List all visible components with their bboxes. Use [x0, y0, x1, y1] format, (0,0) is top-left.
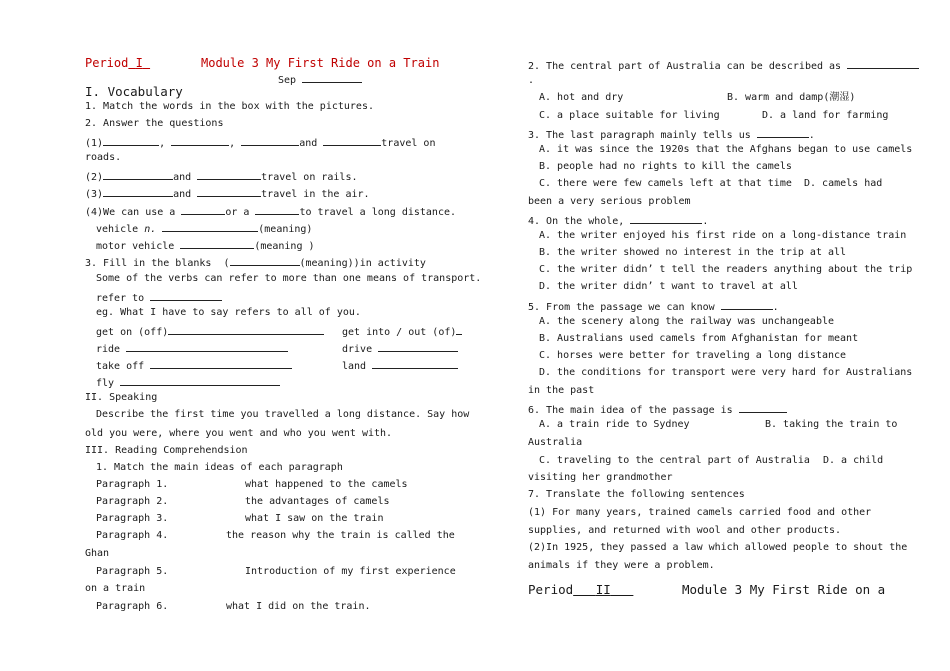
date-field: Sep [278, 72, 362, 87]
question-2: 2. The central part of Australia can be described as [528, 58, 919, 73]
paragraph-label: Paragraph 6. [96, 601, 169, 612]
main-idea-cont: on a train [85, 583, 146, 594]
section-vocabulary: I. Vocabulary [85, 84, 183, 99]
speaking-task: Describe the first time you travelled a long distance. Say how [96, 409, 470, 420]
option: C. horses were better for traveling a long distance [539, 350, 847, 361]
paragraph-label: Paragraph 4. [96, 530, 169, 541]
option: D. the conditions for transport were very hard for Australians [539, 367, 913, 378]
question-6: 6. The main idea of the passage is [528, 402, 787, 417]
instruction-1: 1. Match the words in the box with the pictures. [85, 101, 374, 112]
question-2: (2) and travel on rails. [85, 169, 357, 184]
option: B. taking the train to [765, 419, 898, 430]
option: C. a place suitable for living [539, 110, 720, 121]
option: B. the writer showed no interest in the trip at all [539, 247, 847, 258]
option: B. Australians used camels from Afghanistan for meant [539, 333, 859, 344]
question-1-cont: roads. [85, 152, 122, 163]
translate-2: (2)In 1925, they passed a law which allowed people to shout the [528, 542, 908, 553]
main-idea: what I saw on the train [245, 513, 384, 524]
land: land [342, 358, 458, 373]
option-cont: visiting her grandmother [528, 472, 673, 483]
option: A. it was since the 1920s that the Afghans began to use camels [539, 144, 913, 155]
module-title: Module 3 My First Ride on a Train [201, 56, 440, 70]
take-off: take off [96, 358, 292, 373]
paragraph-label: Paragraph 5. [96, 566, 169, 577]
example: eg. What I have to say refers to all of you. [96, 307, 361, 318]
option: A. the scenery along the railway was unchangeable [539, 316, 835, 327]
drive: drive [342, 341, 458, 356]
option-cont: in the past [528, 385, 595, 396]
main-idea-cont: Ghan [85, 548, 110, 559]
question-2-dot: . [528, 75, 535, 86]
speaking-task-cont: old you were, where you went and who you went with. [85, 428, 393, 439]
translate-1: (1) For many years, trained camels carried food and other [528, 507, 872, 518]
option: A. a train ride to Sydney [539, 419, 690, 430]
option-cont: Australia [528, 437, 583, 448]
main-idea: Introduction of my first experience [245, 566, 456, 577]
option: D. the writer didn’ t want to travel at all [539, 281, 798, 292]
paragraph-label: Paragraph 3. [96, 513, 169, 524]
question-3: (3) and travel in the air. [85, 186, 370, 201]
module-title-2: Module 3 My First Ride on a [682, 582, 886, 597]
option: D. a land for farming [762, 110, 889, 121]
instruction-2: 2. Answer the questions [85, 118, 224, 129]
main-idea: what I did on the train. [226, 601, 371, 612]
section-reading: III. Reading Comprehendsion [85, 445, 248, 456]
question-7: 7. Translate the following sentences [528, 489, 745, 500]
ride: ride [96, 341, 288, 356]
option: D. camels had [804, 178, 883, 189]
instruction-3: 3. Fill in the blanks ( (meaning))in activity [85, 255, 426, 270]
left-column [85, 0, 485, 671]
main-idea: the reason why the train is called the [226, 530, 455, 541]
vehicle-meaning: vehicle n. (meaning) [96, 221, 312, 236]
question-4: (4)We can use a or a to travel a long distance. [85, 204, 456, 219]
option: D. a child [823, 455, 884, 466]
question-5: 5. From the passage we can know . [528, 299, 779, 314]
period-heading-2: Period II [528, 582, 611, 597]
option: C. the writer didn’ t tell the readers anything about the trip [539, 264, 913, 275]
question-3: 3. The last paragraph mainly tells us . [528, 127, 815, 142]
paragraph-label: Paragraph 2. [96, 496, 169, 507]
translate-2-cont: animals if they were a problem. [528, 560, 715, 571]
option-cont: been a very serious problem [528, 196, 691, 207]
main-idea: the advantages of camels [245, 496, 390, 507]
reading-task: 1. Match the main ideas of each paragraph [96, 462, 343, 473]
right-column [528, 0, 913, 671]
option: A. hot and dry [539, 92, 624, 103]
question-4: 4. On the whole, . [528, 213, 708, 228]
option: C. traveling to the central part of Australia [539, 455, 810, 466]
period-heading: Period I [85, 56, 143, 70]
main-idea: what happened to the camels [245, 479, 408, 490]
translate-1-cont: supplies, and returned with wool and other products. [528, 525, 842, 536]
fly: fly [96, 375, 280, 390]
section-speaking: II. Speaking [85, 392, 158, 403]
verbs-note: Some of the verbs can refer to more than one means of transport. [96, 273, 482, 284]
option: C. there were few camels left at that time [539, 178, 792, 189]
get-into-out: get into / out (of) [342, 324, 462, 339]
refer-to: refer to [96, 290, 222, 305]
option: B. warm and damp(潮湿) [727, 92, 856, 103]
motor-vehicle-meaning: motor vehicle (meaning ) [96, 238, 315, 253]
option: B. people had no rights to kill the camels [539, 161, 792, 172]
option: A. the writer enjoyed his first ride on a long-distance train [539, 230, 907, 241]
get-on-off: get on (off) [96, 324, 324, 339]
paragraph-label: Paragraph 1. [96, 479, 169, 490]
question-1: (1) , , and travel on [85, 135, 435, 150]
